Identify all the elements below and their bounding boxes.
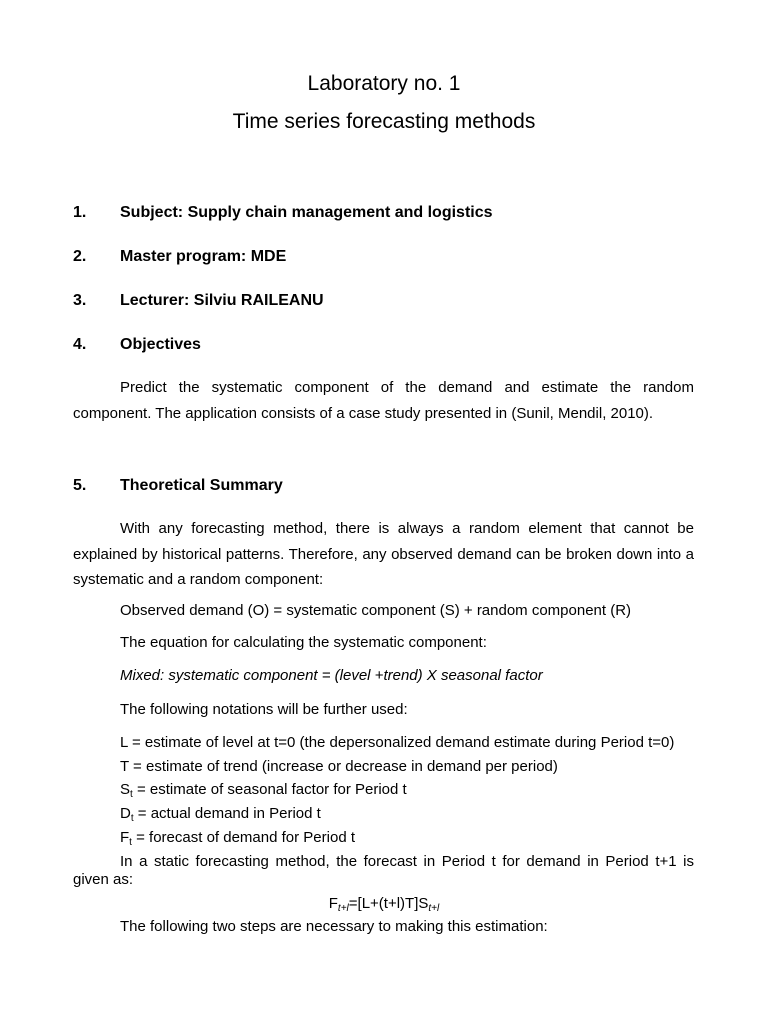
- forecast-formula: [0, 895, 768, 914]
- section-label: Lecturer: Silviu RAILEANU: [120, 292, 324, 309]
- section-number: 5.: [73, 477, 87, 494]
- symbol-s: S: [120, 781, 131, 798]
- notation-demand-text: = actual demand in Period t: [133, 805, 321, 822]
- equation-intro: The equation for calculating the systematic component:: [120, 634, 487, 651]
- notation-trend: T = estimate of trend (increase or decrease in demand per period): [120, 758, 558, 775]
- static-forecast-paragraph: In a static forecasting method, the forecast in Period t for demand in Period t+1 is given as:: [73, 853, 694, 888]
- section-label: Objectives: [120, 336, 201, 353]
- formula-body: =[L+(t+l)T]S: [348, 895, 429, 912]
- steps-intro: The following two steps are necessary to making this estimation:: [120, 918, 548, 935]
- notation-level: L = estimate of level at t=0 (the depersonalized demand estimate during Period t=0): [120, 734, 675, 751]
- section-number: 4.: [73, 336, 87, 353]
- notations-intro: The following notations will be further used:: [120, 701, 408, 718]
- document-subtitle: Time series forecasting methods: [232, 110, 536, 133]
- notation-demand: [120, 805, 321, 824]
- notation-forecast: [120, 829, 355, 848]
- symbol-f-subscript: t: [129, 837, 132, 848]
- section-label: Theoretical Summary: [120, 477, 283, 494]
- section-label: Master program: MDE: [120, 248, 287, 265]
- objectives-paragraph: Predict the systematic component of the demand and estimate the random component. The application consists of a case study presented in (Sunil, Mendil, 2010).: [73, 379, 694, 422]
- notation-seasonal: [120, 781, 407, 800]
- symbol-s-subscript: t: [130, 789, 133, 800]
- document-title: Laboratory no. 1: [307, 72, 461, 95]
- notation-seasonal-text: = estimate of seasonal factor for Period t: [132, 781, 407, 798]
- observed-demand-equation: Observed demand (O) = systematic component (S) + random component (R): [120, 602, 632, 619]
- section-label: Subject: Supply chain management and logistics: [120, 204, 493, 221]
- notation-forecast-text: = forecast of demand for Period t: [131, 829, 355, 846]
- section-number: 3.: [73, 292, 87, 309]
- symbol-d-subscript: t: [130, 813, 134, 824]
- formula-s-subscript: t+l: [428, 903, 440, 914]
- symbol-d: D: [120, 805, 131, 822]
- section-number: 1.: [73, 204, 87, 221]
- formula-f-subscript: t+l: [337, 903, 349, 914]
- mixed-equation: Mixed: systematic component = (level +trend) X seasonal factor: [120, 667, 543, 684]
- formula-f: F: [328, 895, 338, 912]
- section-number: 2.: [73, 248, 87, 265]
- summary-intro-paragraph: With any forecasting method, there is always a random element that cannot be explained by historical patterns. Therefore, any observed demand can be broken down into a systematic and a random component:: [73, 520, 694, 588]
- symbol-f: F: [120, 829, 130, 846]
